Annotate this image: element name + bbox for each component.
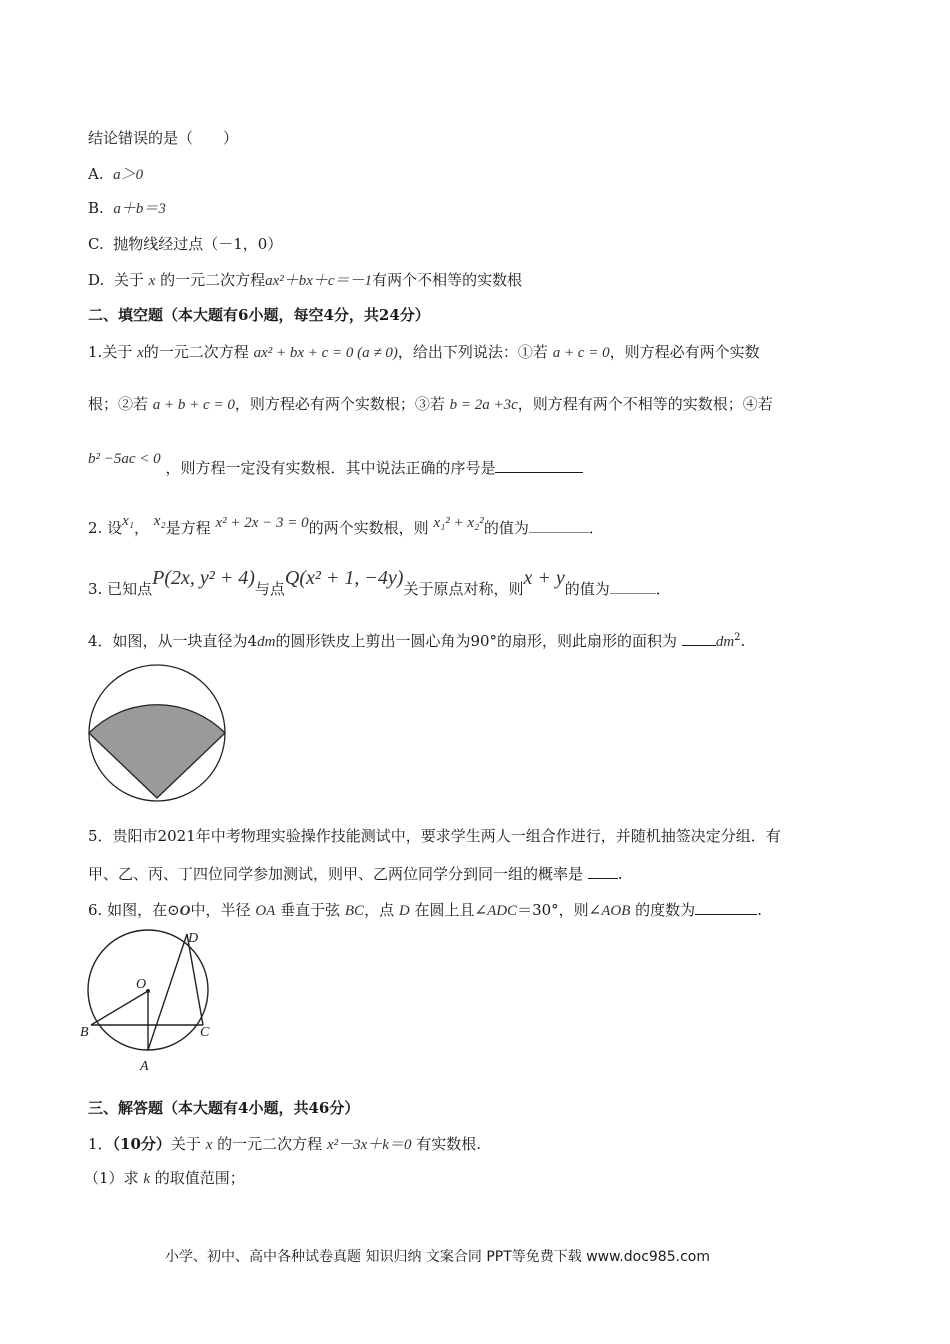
answer-blank[interactable] (610, 579, 656, 594)
math-eq: b = 2a +3c (449, 397, 518, 413)
solution-question-1 (88, 1134, 481, 1155)
option-letter: C. (88, 235, 104, 253)
option-text: 有两个不相等的实数根 (372, 271, 523, 289)
question-6 (88, 900, 762, 921)
score-label: （10分） (112, 1135, 171, 1153)
text: ，点 (364, 901, 395, 919)
radius-ob (91, 991, 148, 1025)
text: ，则方程必有两个实数根；③若 (234, 395, 445, 413)
text: . (740, 632, 746, 650)
text: 的圆形铁皮上剪出一圆心角为90°的扇形，则此扇形的面积为 (275, 632, 678, 650)
text: . (617, 865, 623, 883)
text: 有实数根. (416, 1135, 482, 1153)
option-c (88, 234, 282, 254)
text: 的值为 (483, 519, 529, 537)
text: ，则方程必有两个实数 (609, 343, 760, 361)
math-var: ADC (487, 903, 518, 919)
question-3 (88, 567, 671, 599)
text: 设 (107, 519, 123, 537)
option-b (88, 198, 166, 219)
math-var: x₂ (153, 513, 166, 529)
text: 甲、乙、丙、丁四位同学参加测试，则甲、乙两位同学分到同一组的概率是 (88, 865, 584, 883)
section-heading-fill-blank: 二、填空题（本大题有6小题，每空4分，共24分） (88, 306, 430, 324)
math-var: AOB (601, 903, 631, 919)
math-eq: b² −5ac < 0 (88, 451, 161, 467)
math-var: x (137, 345, 144, 361)
math-eq: x² + 2x − 3 = 0 (215, 515, 309, 531)
question-number: 2. (88, 519, 103, 537)
sector-shape (89, 705, 225, 798)
text: 中，半径 (190, 901, 251, 919)
math-var: x (205, 1137, 213, 1153)
answer-blank[interactable] (682, 631, 716, 646)
question-number: 1. (88, 343, 103, 361)
math-unit: dm (257, 634, 276, 650)
question-number: 6. (88, 901, 103, 919)
text: 的一元二次方程 (143, 343, 249, 361)
text: 如图，从一块直径为4 (112, 632, 258, 650)
math-var: BC (344, 903, 365, 919)
solution-question-1-part-1 (84, 1168, 245, 1189)
option-text: 关于 (113, 271, 144, 289)
text: ． (655, 580, 671, 598)
text: 是方程 (165, 519, 211, 537)
option-text: a＞0 (113, 167, 144, 183)
math-var: D (398, 903, 410, 919)
math-var: O (179, 903, 191, 919)
text: 已知点 (107, 580, 153, 598)
page-footer: 小学、初中、高中各种试卷真题 知识归纳 文案合同 PPT等免费下载 www.doc985.com (165, 1249, 710, 1265)
option-text: 的一元二次方程 (160, 271, 266, 289)
section-heading-solutions: 三、解答题（本大题有4小题，共46分） (88, 1099, 360, 1117)
text: 的取值范围； (154, 1169, 245, 1187)
text: 的一元二次方程 (217, 1135, 323, 1153)
label-b: B (80, 1025, 89, 1040)
option-a (88, 164, 143, 185)
text: ， (133, 519, 149, 537)
label-c: C (200, 1025, 210, 1040)
math-unit: dm (715, 634, 735, 650)
text: 根；②若 (88, 395, 149, 413)
option-letter: D. (88, 271, 105, 289)
question-number: 1． (88, 1135, 113, 1153)
option-letter: A. (88, 165, 104, 183)
math-eq: a + c = 0 (552, 345, 610, 361)
text: 求 (123, 1169, 139, 1187)
label-d: D (188, 931, 199, 946)
label-a: A (140, 1059, 149, 1074)
question-number: 4． (88, 632, 113, 650)
question-1-line3 (88, 448, 583, 477)
figure-circle-chords (80, 924, 230, 1076)
question-number: 3. (88, 580, 103, 598)
question-5-line2 (88, 864, 623, 884)
text: 如图，在⊙ (107, 901, 180, 919)
math-eq: x₁² + x₂² (433, 515, 484, 531)
part-label: （1） (84, 1169, 124, 1187)
text: 关于原点对称，则 (403, 580, 524, 598)
text: ，则方程有两个不相等的实数根；④若 (517, 395, 773, 413)
math-var: k (143, 1171, 151, 1187)
question-5-line1: 5．贵阳市2021年中考物理实验操作技能测试中，要求学生两人一组合作进行，并随机抽签决定分组．有 (88, 827, 781, 845)
text: 垂直于弦 (280, 901, 341, 919)
math-eq: ax² + bx + c = 0 (a ≠ 0) (253, 345, 398, 361)
option-text: a＋b＝3 (113, 201, 166, 217)
answer-blank[interactable] (529, 518, 589, 533)
question-2 (88, 513, 604, 539)
question-tail: 结论错误的是（ ） (88, 129, 239, 147)
math-eq: x + y (523, 567, 565, 589)
answer-blank[interactable] (695, 900, 757, 915)
text: 关于 (170, 1135, 201, 1153)
text: 的两个实数根，则 (308, 519, 429, 537)
text: . (757, 901, 762, 919)
question-1-line2 (88, 394, 773, 415)
label-o: O (136, 977, 147, 992)
superscript: 2 (734, 632, 741, 643)
option-text: 抛物线经过点（－1，0） (113, 235, 283, 253)
text: 在圆上且∠ (414, 901, 488, 919)
chord-dc (187, 934, 203, 1025)
math-eq: Q(x² + 1, −4y) (284, 567, 404, 589)
question-1-line1 (88, 342, 760, 363)
math-var: x (148, 273, 156, 289)
text: 与点 (254, 580, 285, 598)
center-point (146, 989, 150, 993)
option-letter: B. (88, 199, 104, 217)
text: 的值为 (564, 580, 610, 598)
figure-circle-sector (86, 662, 230, 804)
math-eq: P(2x, y² + 4) (152, 567, 255, 589)
math-eq: ax²＋bx＋c＝－1 (265, 273, 373, 289)
answer-blank[interactable] (588, 864, 618, 879)
text: ． (588, 519, 604, 537)
question-4 (88, 628, 745, 652)
text: 关于 (102, 343, 133, 361)
option-d (88, 270, 522, 291)
text: ＝30°，则∠ (517, 901, 602, 919)
text: 的度数为 (635, 901, 696, 919)
text: ，给出下列说法：①若 (397, 343, 548, 361)
math-var: OA (255, 903, 276, 919)
math-var: x₁ (122, 513, 134, 529)
text: ，则方程一定没有实数根．其中说法正确的序号是 (165, 459, 496, 477)
chord-ad (148, 934, 187, 1050)
answer-blank[interactable] (495, 458, 583, 473)
math-eq: x²－3x＋k＝0 (326, 1137, 412, 1153)
math-eq: a + b + c = 0 (152, 397, 235, 413)
